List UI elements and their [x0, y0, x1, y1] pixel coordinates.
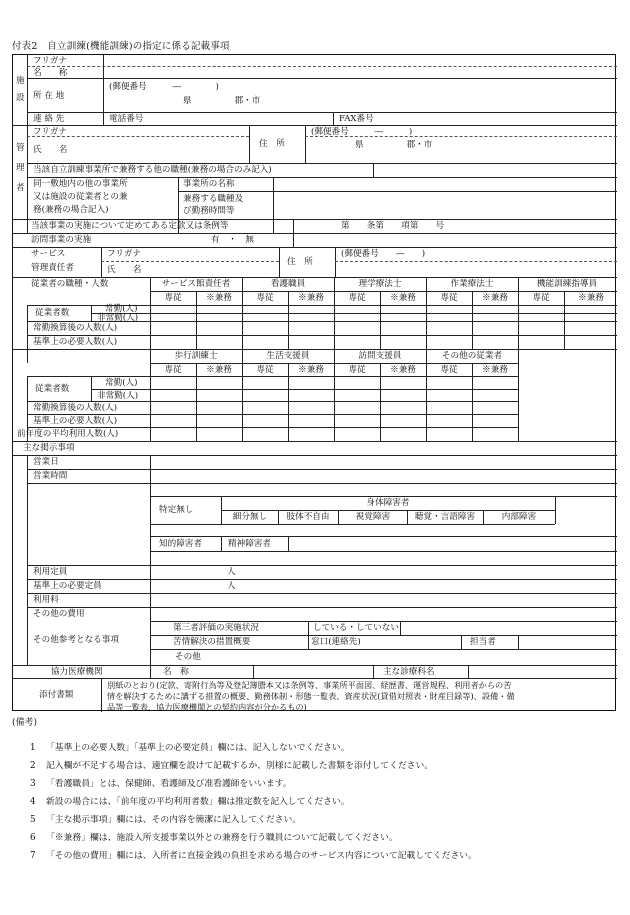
standard-capacity-unit: 人 [227, 581, 236, 591]
service-manager-label-1: サービス [31, 249, 66, 259]
role-header: 訪問支援員 [358, 351, 402, 361]
service-manager-postal: (郵便番号 ― ) [341, 249, 426, 259]
fte-label: 常勤換算後の人数(人) [33, 323, 118, 333]
concurrent-header: ※兼務 [206, 293, 232, 303]
full-time-header: 専従 [256, 365, 274, 375]
irregular-label: 非常勤(人) [97, 313, 139, 323]
visit-value: 有 ・ 無 [211, 235, 254, 245]
page-title: 付表2 自立訓練(機能訓練)の指定に係る記載事項 [12, 41, 230, 52]
same-site-label-1: 同一敷地内の他の事業所 [33, 179, 128, 189]
person-in-charge-label: 担当者 [470, 637, 496, 647]
concurrent-header: ※兼務 [206, 365, 232, 375]
same-site-label-2: 又は施設の従業者との兼 [33, 192, 128, 202]
attachments-label: 添付書類 [39, 690, 74, 700]
other-ref-label: その他参考となる事項 [33, 635, 119, 645]
capacity-label: 利用定員 [33, 567, 68, 577]
full-time-header: 専従 [348, 293, 366, 303]
disability-subtype: 視覚障害 [355, 512, 391, 522]
attachments-line-1: 別紙のとおり(定款、寄附行為等及登記簿謄本又は条例等、事業所平面図、経歴書、運営規程、利用者からの苦 [107, 680, 512, 690]
concurrent-header: ※兼務 [482, 365, 508, 375]
disability-subtype: 肢体不自由 [286, 512, 330, 522]
disability-subtype: 聴覚・言語障害 [414, 512, 476, 522]
full-time-header: 専従 [440, 365, 458, 375]
full-time-header: 専従 [164, 365, 182, 375]
fee-label: 利用料 [33, 595, 59, 605]
note-item: 7 「その他の費用」欄には、入所者に直接金銭の負担を求める場合のサービス内容について記載してください。 [30, 851, 477, 861]
facility-phone-label: 電話番号 [109, 114, 144, 124]
manager-name-label: 氏 名 [33, 145, 68, 155]
duty-label-2: び勤務時間等 [183, 206, 235, 216]
same-site-label-3: 務(兼務の場合記入) [33, 205, 109, 215]
irregular-label: 非常勤(人) [97, 391, 139, 401]
third-party-value: している・していない [313, 623, 399, 633]
facility-side-label-2: 設 [16, 93, 25, 103]
business-hours-label: 営業時間 [33, 471, 68, 481]
no-specific-label: 特定無し [159, 505, 194, 515]
service-manager-address: 住 所 [287, 257, 313, 267]
regular-label: 常勤(人) [105, 304, 138, 314]
manager-side-label-1: 管 [16, 143, 25, 153]
role-header: 歩行訓練士 [174, 351, 218, 361]
capacity-unit: 人 [227, 567, 236, 577]
manager-side-label-2: 理 [16, 163, 25, 173]
staff-count-label: 従業者数 [35, 308, 70, 318]
other-label: その他 [175, 652, 201, 662]
manager-concurrent-label: 当該自立訓練事業所で兼務する他の職種(兼務の場合のみ記入) [33, 165, 272, 175]
staff-header-label: 従業者の職種・人数 [31, 279, 109, 289]
intellectual-label: 知的障害者 [159, 539, 202, 549]
standard-label: 基準上の必要人数(人) [33, 337, 118, 347]
medical-dept-label: 主な診療科名 [383, 667, 435, 677]
full-time-header: 専従 [348, 365, 366, 375]
facility-side-label-1: 施 [16, 76, 25, 86]
staff-count-label: 従業者数 [35, 384, 70, 394]
disability-subtype: 細分無し [232, 512, 268, 522]
facility-contact-label: 連 絡 先 [33, 114, 65, 124]
application-form [12, 54, 616, 711]
standard-label: 基準上の必要人数(人) [33, 416, 118, 426]
role-header: 看護職員 [270, 279, 306, 289]
concurrent-header: ※兼務 [298, 293, 324, 303]
note-item: 2 記入欄が不足する場合は、適宜欄を設けて記載するか、別様に記載した書類を添付してください。 [30, 761, 434, 771]
note-item: 5 「主な掲示事項」欄には、その内容を簡潔に記入してください。 [30, 815, 302, 825]
facility-fax-label: FAX番号 [339, 114, 374, 124]
medical-name-label: 名 称 [163, 667, 189, 677]
service-manager-name: 氏 名 [107, 265, 142, 275]
duty-label-1: 兼務する職種及 [183, 194, 244, 204]
business-days-label: 営業日 [33, 457, 59, 467]
service-manager-furigana: フリガナ [107, 249, 141, 259]
attachments-line-2: 情を解決するために講ずる措置の概要、勤務体制・形態一覧表、資産状況(貸借対照表・財産目録等)、設備・備 [107, 691, 515, 701]
full-time-header: 専従 [532, 293, 550, 303]
manager-furigana-label: フリガナ [33, 127, 67, 137]
manager-side-label-3: 者 [16, 183, 25, 193]
role-header: 理学療法士 [358, 279, 402, 289]
mental-label: 精神障害者 [228, 539, 271, 549]
role-header: 生活支援員 [266, 351, 310, 361]
role-header: 機能訓練指導員 [536, 279, 598, 289]
office-name-label: 事業所の名称 [183, 179, 235, 189]
facility-postal-code: (郵便番号 ― ) [109, 82, 219, 92]
note-item: 3 「看護職員」とは、保健師、看護師及び准看護師をいいます。 [30, 779, 292, 789]
complaint-label: 苦情解決の措置概要 [173, 637, 251, 647]
disability-subtype: 内部障害 [501, 512, 537, 522]
concurrent-header: ※兼務 [578, 293, 604, 303]
role-header: 作業療法士 [450, 279, 494, 289]
visit-label: 訪問事業の実施 [31, 235, 92, 245]
ordinance-label: 当該事業の実施について定めてある定款又は条例等 [31, 221, 229, 231]
role-header: サービス館責任者 [161, 279, 231, 289]
standard-capacity-label: 基準上の必要定員 [33, 581, 102, 591]
fte-label: 常勤換算後の人数(人) [33, 403, 118, 413]
full-time-header: 専従 [256, 293, 274, 303]
note-item: 4 新設の場合には、「前年度の平均利用者数」欄は推定数を記入してください。 [30, 797, 350, 807]
physical-disability-label: 身体障害者 [366, 498, 410, 508]
manager-pref-city: 県 郡・市 [355, 140, 433, 150]
third-party-label: 第三者評価の実施状況 [173, 623, 259, 633]
notes-heading: (備考) [12, 718, 38, 728]
full-time-header: 専従 [164, 293, 182, 303]
note-item: 1 「基準上の必要人数」「基準上の必要定員」欄には、記入しないでください。 [30, 743, 350, 753]
facility-name-label: 名 称 [33, 68, 68, 78]
medical-label: 協力医療機関 [51, 667, 103, 677]
avg-users-label: 前年度の平均利用人数(人) [17, 429, 119, 439]
full-time-header: 専従 [440, 293, 458, 303]
role-header: その他の従業者 [441, 351, 503, 361]
manager-postal-code: (郵便番号 ― ) [311, 127, 413, 137]
concurrent-header: ※兼務 [482, 293, 508, 303]
regular-label: 常勤(人) [105, 378, 138, 388]
window-label: 窓口(連絡先) [311, 637, 361, 647]
concurrent-header: ※兼務 [390, 293, 416, 303]
facility-pref-city: 県 郡・市 [183, 96, 261, 106]
manager-address-label: 住 所 [259, 139, 285, 149]
attachments-line-3: 品等一覧表、協力医療機関との契約内容が分かるもの) [107, 702, 307, 712]
facility-furigana-label: フリガナ [33, 56, 67, 66]
other-fee-label: その他の費用 [33, 609, 85, 619]
service-manager-label-2: 管理責任者 [31, 263, 74, 273]
ordinance-clause: 第 条第 項第 号 [341, 221, 445, 231]
facility-address-label: 所 在 地 [33, 91, 65, 101]
concurrent-header: ※兼務 [298, 365, 324, 375]
concurrent-header: ※兼務 [390, 365, 416, 375]
note-item: 6 「※兼務」欄は、施設入所支援事業以外との兼務を行う職員について記載してください。 [30, 833, 398, 843]
posting-label: 主な掲示事項 [23, 443, 75, 453]
